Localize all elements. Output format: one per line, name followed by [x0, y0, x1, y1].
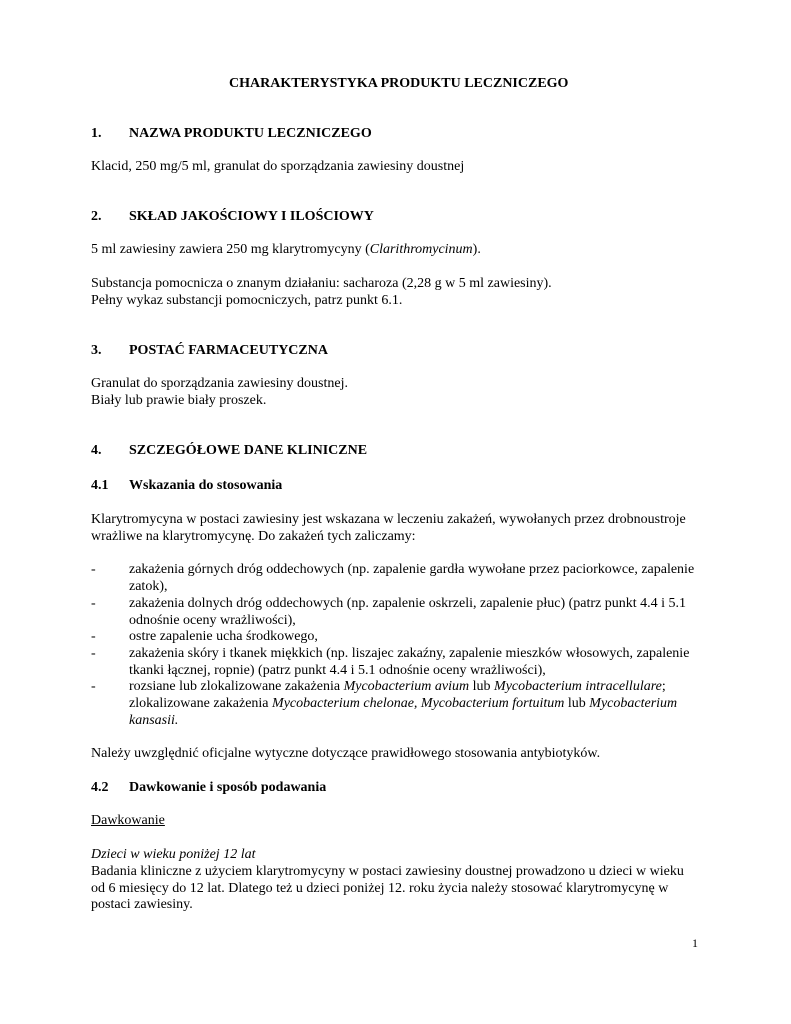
indications-intro-2: wrażliwe na klarytromycynę. Do zakażeń tych zaliczamy: [91, 529, 416, 544]
list-item-2-line-2: odnośnie oceny wrażliwości), [129, 613, 296, 628]
form-line-2: Biały lub prawie biały proszek. [91, 393, 267, 408]
list-item-1-line-2: zatok), [129, 579, 168, 594]
section-4-2-number: 4.2 [91, 780, 109, 795]
item-5-text: lub [564, 696, 590, 711]
dosage-subheading: Dawkowanie [91, 813, 165, 828]
list-item-1-line-1: zakażenia górnych dróg oddechowych (np. zapalenie gardła wywołane przez paciorkowce, zapalenie [129, 562, 695, 577]
excipient-list-ref: Pełny wykaz substancji pomocniczych, patrz punkt 6.1. [91, 293, 403, 308]
list-item-3-line-1: ostre zapalenie ucha środkowego, [129, 629, 318, 644]
indications-intro-1: Klarytromycyna w postaci zawiesiny jest wskazana w leczeniu zakażeń, wywołanych przez drobnoustroje [91, 512, 686, 527]
organism-name: Mycobacterium chelonae, Mycobacterium fortuitum [272, 696, 565, 711]
list-item-5-line-3: kansasii. [129, 713, 179, 728]
excipient-line: Substancja pomocnicza o znanym działaniu: sacharoza (2,28 g w 5 ml zawiesiny). [91, 276, 552, 291]
section-4-2-heading: Dawkowanie i sposób podawania [129, 780, 327, 795]
section-4-number: 4. [91, 443, 102, 458]
item-5-text: ; [661, 679, 666, 694]
section-4-1-heading: Wskazania do stosowania [129, 478, 283, 493]
page-number: 1 [692, 936, 698, 950]
section-2-heading: SKŁAD JAKOŚCIOWY I ILOŚCIOWY [129, 209, 374, 224]
children-para-line-1: Badania kliniczne z użyciem klarytromycyny w postaci zawiesiny doustnej prowadzono u dzieci w wieku [91, 864, 684, 879]
section-1-heading: NAZWA PRODUKTU LECZNICZEGO [129, 126, 372, 141]
children-para-line-3: postaci zawiesiny. [91, 897, 193, 912]
list-item-2-line-1: zakażenia dolnych dróg oddechowych (np. zapalenie oskrzeli, zapalenie płuc) (patrz punkt 4.4 i 5.1 [129, 596, 687, 611]
item-5-text: rozsiane lub zlokalizowane zakażenia [129, 679, 344, 694]
item-5-text: lub [469, 679, 495, 694]
item-5-text: zlokalizowane zakażenia [129, 696, 273, 711]
list-dash: - [91, 646, 96, 661]
children-para-line-2: od 6 miesięcy do 12 lat. Dlatego też u dzieci poniżej 12. roku życia należy stosować klarytromycynę w [91, 881, 669, 896]
organism-name: Mycobacterium intracellulare [494, 679, 662, 694]
children-subheading: Dzieci w wieku poniżej 12 lat [91, 847, 256, 862]
document-title: CHARAKTERYSTYKA PRODUKTU LECZNICZEGO [229, 76, 569, 91]
composition-end: ). [472, 242, 481, 257]
section-3-number: 3. [91, 343, 102, 358]
list-item-5-line-1 [129, 678, 666, 695]
list-dash: - [91, 596, 96, 611]
section-4-1-number: 4.1 [91, 478, 109, 493]
organism-name: Mycobacterium avium [343, 679, 470, 694]
section-1-number: 1. [91, 126, 102, 141]
section-4-heading: SZCZEGÓŁOWE DANE KLINICZNE [129, 443, 368, 458]
list-item-4-line-1: zakażenia skóry i tkanek miękkich (np. liszajec zakaźny, zapalenie mieszków włosowych, zapalenie [129, 646, 690, 661]
product-name: Klacid, 250 mg/5 ml, granulat do sporządzania zawiesiny doustnej [91, 159, 465, 174]
form-line-1: Granulat do sporządzania zawiesiny doustnej. [91, 376, 348, 391]
composition-line [91, 241, 481, 258]
antibiotic-guidelines-note: Należy uwzględnić oficjalne wytyczne dotyczące prawidłowego stosowania antybiotyków. [91, 746, 601, 761]
section-2-number: 2. [91, 209, 102, 224]
list-dash: - [91, 562, 96, 577]
list-dash: - [91, 679, 96, 694]
organism-name: Mycobacterium [589, 696, 678, 711]
list-item-5-line-2 [129, 695, 677, 712]
list-dash: - [91, 629, 96, 644]
composition-text: 5 ml zawiesiny zawiera 250 mg klarytromycyny ( [91, 242, 370, 257]
list-item-4-line-2: tkanki łącznej, ropnie) (patrz punkt 4.4 i 5.1 odnośnie oceny wrażliwości), [129, 663, 546, 678]
section-3-heading: POSTAĆ FARMACEUTYCZNA [129, 343, 328, 358]
composition-latin-name: Clarithromycinum [369, 242, 473, 257]
